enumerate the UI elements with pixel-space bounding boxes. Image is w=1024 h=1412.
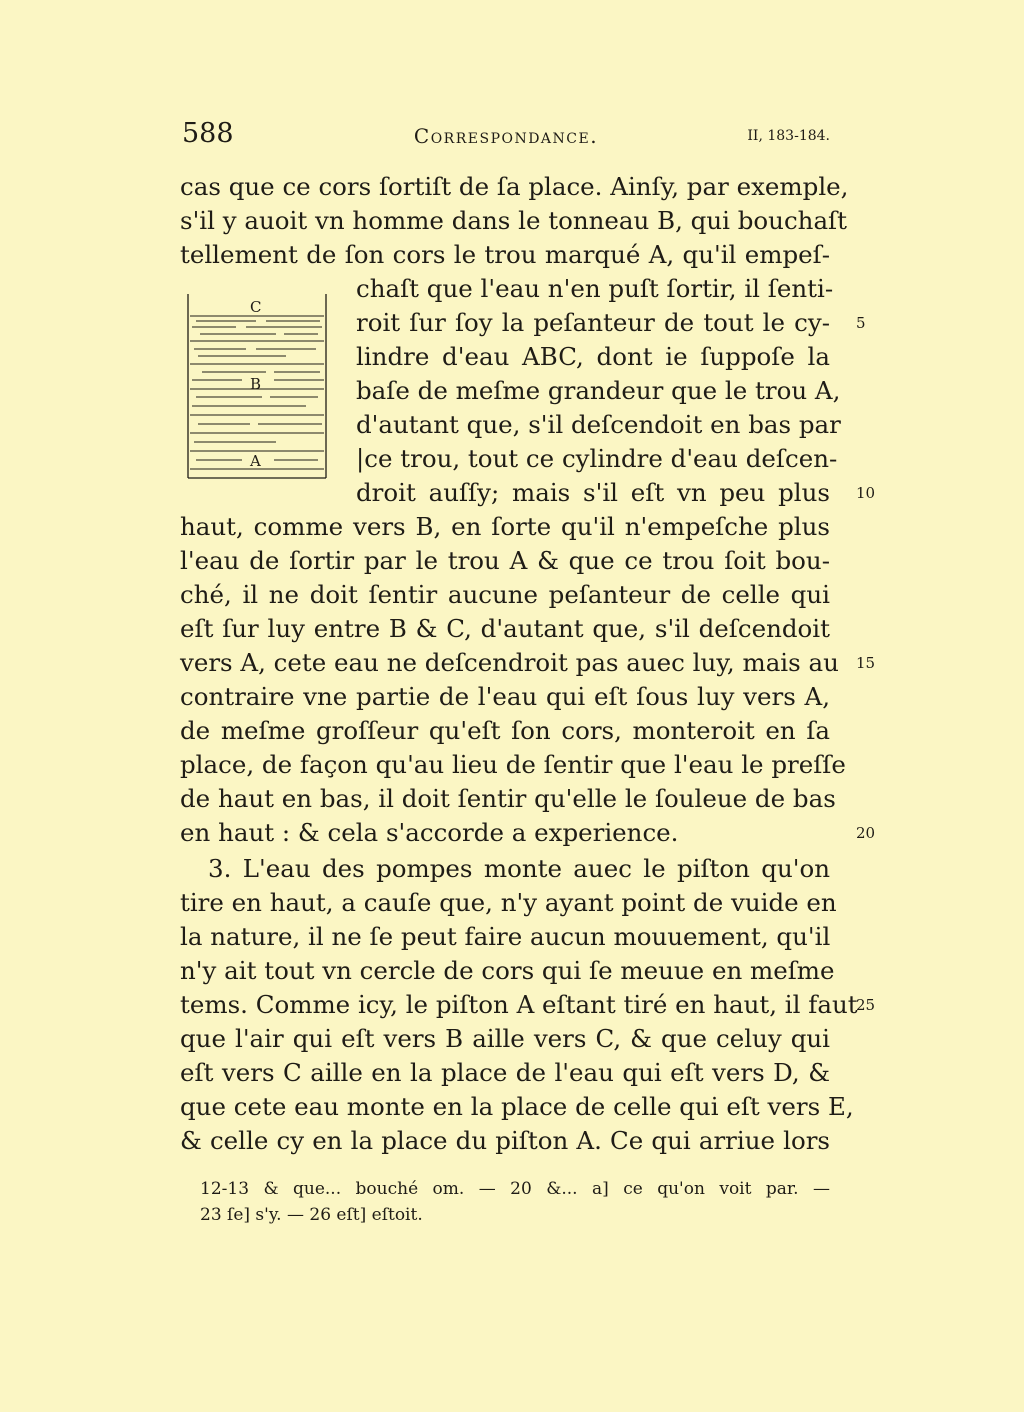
text-line: s'il y auoit vn homme dans le tonneau B, qui bouchaſt: [180, 206, 847, 235]
line-number: 15: [856, 654, 876, 672]
text-line: 3. L'eau des pompes monte auec le piſton qu'on: [208, 854, 830, 883]
page-number: 588: [182, 118, 234, 149]
text-line: cas que ce cors ſortiſt de ſa place. Ainſy, par exemple,: [180, 172, 849, 201]
footnote-line: 23 ſe] s'y. — 26 eſt] eſtoit.: [200, 1205, 423, 1225]
text-line: lindre d'eau ABC, dont ie ſuppoſe la: [356, 342, 830, 371]
text-line: la nature, il ne ſe peut faire aucun mouuement, qu'il: [180, 922, 831, 951]
line-number: 25: [856, 996, 876, 1014]
text-line: |ce trou, tout ce cylindre d'eau deſcen-: [356, 444, 838, 473]
text-line: vers A, cete eau ne deſcendroit pas auec luy, mais au: [180, 648, 839, 677]
text-line: eſt vers C aille en la place de l'eau qui eſt vers D, &: [180, 1058, 830, 1087]
text-line: de meſme groſſeur qu'eſt ſon cors, monteroit en ſa: [180, 716, 830, 745]
text-line: que cete eau monte en la place de celle qui eſt vers E,: [180, 1092, 854, 1121]
footnote-line: 12-13 & que... bouché om. — 20 &... a] ce qu'on voit par. —: [200, 1179, 830, 1199]
line-number: 10: [856, 484, 876, 502]
text-line: baſe de meſme grandeur que le trou A,: [356, 376, 841, 405]
text-line: tems. Comme icy, le piſton A eſtant tiré en haut, il faut: [180, 990, 858, 1019]
text-line: ché, il ne doit ſentir aucune peſanteur de celle qui: [180, 580, 830, 609]
text-line: roit ſur ſoy la peſanteur de tout le cy-: [356, 308, 830, 337]
text-line: droit auſſy; mais s'il eſt vn peu plus: [356, 478, 830, 507]
text-line: l'eau de ſortir par le trou A & que ce trou ſoit bou-: [180, 546, 830, 575]
text-line: d'autant que, s'il deſcendoit en bas par: [356, 410, 841, 439]
text-line: contraire vne partie de l'eau qui eſt ſous luy vers A,: [180, 682, 830, 711]
text-line: que l'air qui eſt vers B aille vers C, & que celuy qui: [180, 1024, 830, 1053]
text-line: de haut en bas, il doit ſentir qu'elle le ſouleue de bas: [180, 784, 836, 813]
text-line: haut, comme vers B, en ſorte qu'il n'empeſche plus: [180, 512, 830, 541]
page-header: [182, 118, 830, 158]
figure-label-b: B: [250, 375, 262, 393]
line-number: 20: [856, 824, 876, 842]
text-line: chaſt que l'eau n'en puſt ſortir, il ſenti-: [356, 274, 834, 303]
text-line: place, de façon qu'au lieu de ſentir que l'eau le preſſe: [180, 750, 846, 779]
text-line: tire en haut, a cauſe que, n'y ayant point de vuide en: [180, 888, 837, 917]
volume-reference: II, 183-184.: [747, 128, 830, 144]
water-cylinder-figure: [186, 294, 330, 494]
line-number: 5: [856, 314, 866, 332]
text-line: eſt ſur luy entre B & C, d'autant que, s'il deſcendoit: [180, 614, 830, 643]
text-line: en haut : & cela s'accorde a experience.: [180, 818, 679, 847]
text-line: tellement de ſon cors le trou marqué A, qu'il empeſ-: [180, 240, 830, 269]
figure-label-a: A: [250, 452, 261, 470]
text-line: n'y ait tout vn cercle de cors qui ſe meuue en meſme: [180, 956, 835, 985]
figure-label-c: C: [250, 298, 262, 316]
running-title: Correspondance.: [413, 124, 599, 148]
text-line: & celle cy en la place du piſton A. Ce qui arriue lors: [180, 1126, 830, 1155]
